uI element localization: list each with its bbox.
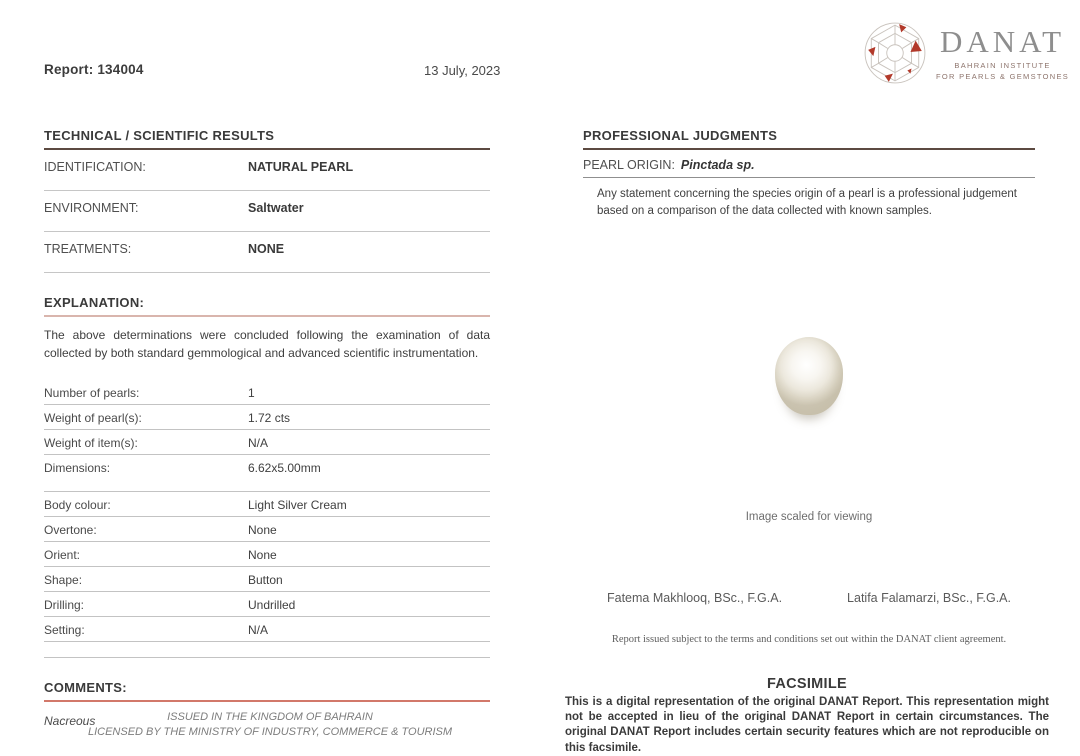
technical-results-title: TECHNICAL / SCIENTIFIC RESULTS [44, 128, 490, 150]
spec-table-b [44, 492, 490, 658]
pearl-image-caption: Image scaled for viewing [745, 511, 873, 524]
pearl-origin-row [583, 150, 1035, 178]
explanation-section [44, 295, 490, 362]
danat-wordmark: DANAT [940, 24, 1066, 59]
facsimile-text: This is a digital representation of the original DANAT Report. This representation might not be accepted in lieu of the original DANAT Report in certain circumstances. The original DANAT Report includes certain security features which are not reproducible on this facsimile. [565, 696, 1049, 754]
row-treatments [44, 232, 490, 273]
table-row: Dimensions: 6.62x5.00mm [44, 455, 490, 492]
treatments-value: NONE [248, 242, 285, 256]
explanation-title: EXPLANATION: [44, 295, 490, 317]
left-column [44, 128, 490, 728]
footer-line-2: LICENSED BY THE MINISTRY OF INDUSTRY, COMMERCE & TOURISM [87, 725, 453, 738]
table-row: Weight of pearl(s): 1.72 cts [44, 405, 490, 430]
table-row: Overtone: None [44, 517, 490, 542]
spec-table-a [44, 380, 490, 492]
row-identification [44, 150, 490, 191]
danat-sphere-icon [862, 20, 928, 86]
danat-logo [862, 16, 1069, 86]
danat-subtitle: BAHRAIN INSTITUTE FOR PEARLS & GEMSTONES [936, 61, 1070, 82]
footer-line-1: ISSUED IN THE KINGDOM OF BAHRAIN [167, 711, 373, 723]
facsimile-title: FACSIMILE [766, 676, 848, 692]
table-row: Orient: None [44, 542, 490, 567]
table-row: Drilling: Undrilled [44, 592, 490, 617]
pearl-photo [775, 337, 843, 415]
pearl-origin-value: Pinctada sp. [680, 158, 755, 172]
identification-label: IDENTIFICATION: [44, 160, 146, 174]
treatments-label: TREATMENTS: [44, 242, 132, 256]
pearl-image-area [583, 219, 1035, 523]
row-environment [44, 191, 490, 232]
signatures-row [583, 591, 1035, 605]
comments-text: Nacreous [44, 714, 96, 728]
pearl-origin-label: PEARL ORIGIN: [583, 158, 675, 172]
signature-1: Fatema Makhlooq, BSc., F.G.A. [607, 591, 783, 606]
identification-value: NATURAL PEARL [248, 160, 354, 174]
professional-judgments-title: PROFESSIONAL JUDGMENTS [583, 128, 1035, 150]
table-row: Number of pearls: 1 [44, 380, 490, 405]
report-number: Report: 134004 [44, 62, 144, 77]
signature-2: Latifa Falamarzi, BSc., F.G.A. [847, 591, 1011, 606]
terms-line: Report issued subject to the terms and conditions set out within the DANAT client agreement. [611, 634, 1007, 646]
environment-value: Saltwater [248, 201, 304, 215]
environment-label: ENVIRONMENT: [44, 201, 139, 215]
explanation-paragraph: The above determinations were concluded following the examination of data collected by both standard gemmological and advanced scientific instrumentation. [44, 328, 490, 360]
table-row: Setting: N/A [44, 617, 490, 642]
table-row: Shape: Button [44, 567, 490, 592]
table-end-rule [44, 642, 490, 658]
table-row: Weight of item(s): N/A [44, 430, 490, 455]
right-column [583, 128, 1035, 645]
comments-title: COMMENTS: [44, 680, 490, 702]
report-date: 13 July, 2023 [424, 63, 501, 78]
facsimile-section [565, 676, 1049, 756]
table-row: Body colour: Light Silver Cream [44, 492, 490, 517]
origin-statement: Any statement concerning the species origin of a pearl is a professional judgement based on a comparison of the data collected with known samples. [597, 188, 1017, 217]
footer-issued [60, 710, 480, 740]
